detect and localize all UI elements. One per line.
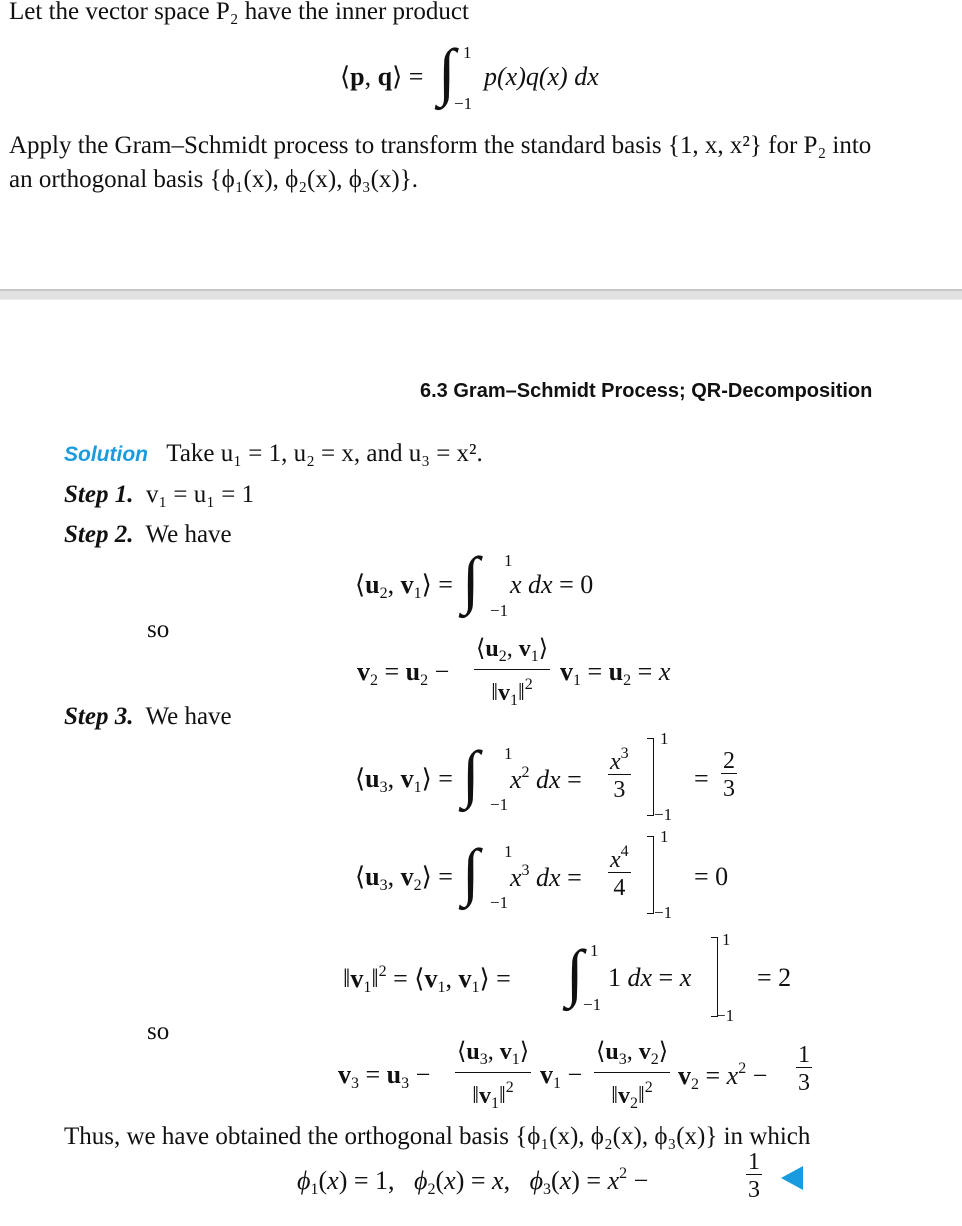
so-label-1: so [147,616,170,643]
integrand: 1 dx = x [608,963,692,992]
evaluation-bracket [647,836,654,914]
bracket-lower: −1 [716,1006,735,1025]
eq-lhs: $v_2 = u_2$ − [357,657,450,689]
integral-sign: ∫ [438,36,456,107]
eq-lhs: $⟨u_3$, $v_2⟩$ = [355,862,453,894]
bracket-upper: 1 [660,827,669,846]
fraction-coefficient-1: $\frac{⟨u_3, v_1⟩}{‖v_1‖^2}$ [457,1039,530,1112]
bracket-upper: 1 [660,729,669,748]
result-zero: 0 [715,862,729,891]
bracket-lower: −1 [654,903,673,922]
result-zero: 0 [580,570,594,599]
numerator: 1 [798,1042,810,1068]
inner-product-lhs: ⟨p, q⟩ = [340,62,424,91]
end-of-solution-triangle-icon [781,1166,803,1190]
result-norm: 2 [778,963,792,992]
section-header: 6.3 Gram–Schmidt Process; QR-Decomposition [420,380,873,402]
step-2 [64,520,232,550]
solution-label: Solution [64,443,148,466]
fraction-one-third [796,1043,812,1095]
step-1-text: v₁ = u₁ = 1 [145,481,255,508]
step-3-label: Step 3. [64,703,134,730]
eq-rhs: = 0 [694,862,729,891]
upper-limit: 1 [504,744,513,763]
eq-rhs: = 2 [757,963,792,992]
step-1 [64,480,254,510]
lower-limit: −1 [490,795,509,814]
integrand: $x^2$ dx = [510,764,582,794]
lower-limit: −1 [454,94,473,113]
conclusion-text: Thus, we have obtained the orthogonal basis {ϕ₁(x), ϕ₂(x), ϕ₃(x)} in which [64,1123,811,1150]
eq-rhs: $v_1 = u_2 = x$ [560,657,671,689]
integrand-one: 1 [608,963,621,992]
eq-rhs: $v_2 = x^2$ − [678,1060,768,1093]
v1-minus: $v_1$ − [540,1060,583,1092]
eq-lhs: $v_3 = u_3$ − [338,1060,431,1092]
step-3-text: We have [145,703,232,730]
step-2-text: We have [145,521,232,548]
problem-task-line-2: an orthogonal basis {ϕ₁(x), ϕ₂(x), ϕ₃(x)}. [9,166,418,193]
equals-sign: = [694,764,709,793]
final-basis-equations: $\phi_1(x) = 1$, $\phi_2(x) = x$, $\phi_3(x) = x^2$ − [297,1165,649,1198]
upper-limit: 1 [504,842,513,861]
bracket-lower: −1 [654,805,673,824]
bracket-upper: 1 [722,930,731,949]
integrand: $x^3$ dx = [510,862,582,892]
problem-intro: Let the vector space P₂ have the inner product [9,0,469,25]
upper-limit: 1 [504,551,513,570]
numerator: 1 [748,1149,760,1175]
problem-task-line-1: Apply the Gram–Schmidt process to transform the standard basis {1, x, x²} for P₂ into [9,132,872,159]
numerator: 2 [723,748,735,774]
integral-sign: ∫ [462,836,480,907]
integrand: p(x)q(x) dx [484,62,599,91]
step-2-label: Step 2. [64,521,134,548]
lower-limit: −1 [490,601,509,620]
fraction-coefficient-2: $\frac{⟨u_3, v_2⟩}{‖v_2‖^2}$ [596,1039,669,1112]
fraction-coefficient: $\frac{⟨u_2, v_1⟩}{‖v_1‖^2}$ [476,636,549,709]
lower-limit: −1 [583,995,602,1014]
eq-lhs: $‖v_1‖^2$ = $⟨v_1$, $v_1⟩$ = [343,963,511,996]
result-two-thirds [721,749,737,801]
solution-line [64,439,483,470]
denominator: 3 [748,1177,760,1203]
upper-limit: 1 [590,941,599,960]
upper-limit: 1 [463,43,472,62]
denominator: 3 [723,776,735,802]
denominator: 3 [798,1070,810,1096]
evaluation-bracket [647,738,654,816]
page-divider [0,289,962,300]
eq-rhs: x dx = 0 [510,570,594,599]
integral-sign: ∫ [566,937,584,1008]
so-label-2: so [147,1018,170,1045]
evaluation-bracket [711,937,718,1017]
eq-lhs: $⟨u_2$, $v_1⟩$ = [355,570,453,602]
antiderivative-fraction: $\frac{x^3}{3}$ [608,742,631,802]
fraction-one-third [746,1150,762,1202]
step-3 [64,702,232,732]
solution-take-text: Take u₁ = 1, u₂ = x, and u₃ = x². [166,440,483,467]
antiderivative-fraction: $\frac{x^4}{4}$ [608,840,631,900]
integral-sign: ∫ [462,544,480,615]
step-1-label: Step 1. [64,481,134,508]
lower-limit: −1 [490,893,509,912]
integral-sign: ∫ [462,738,480,809]
eq-lhs: $⟨u_3$, $v_1⟩$ = [355,764,453,796]
